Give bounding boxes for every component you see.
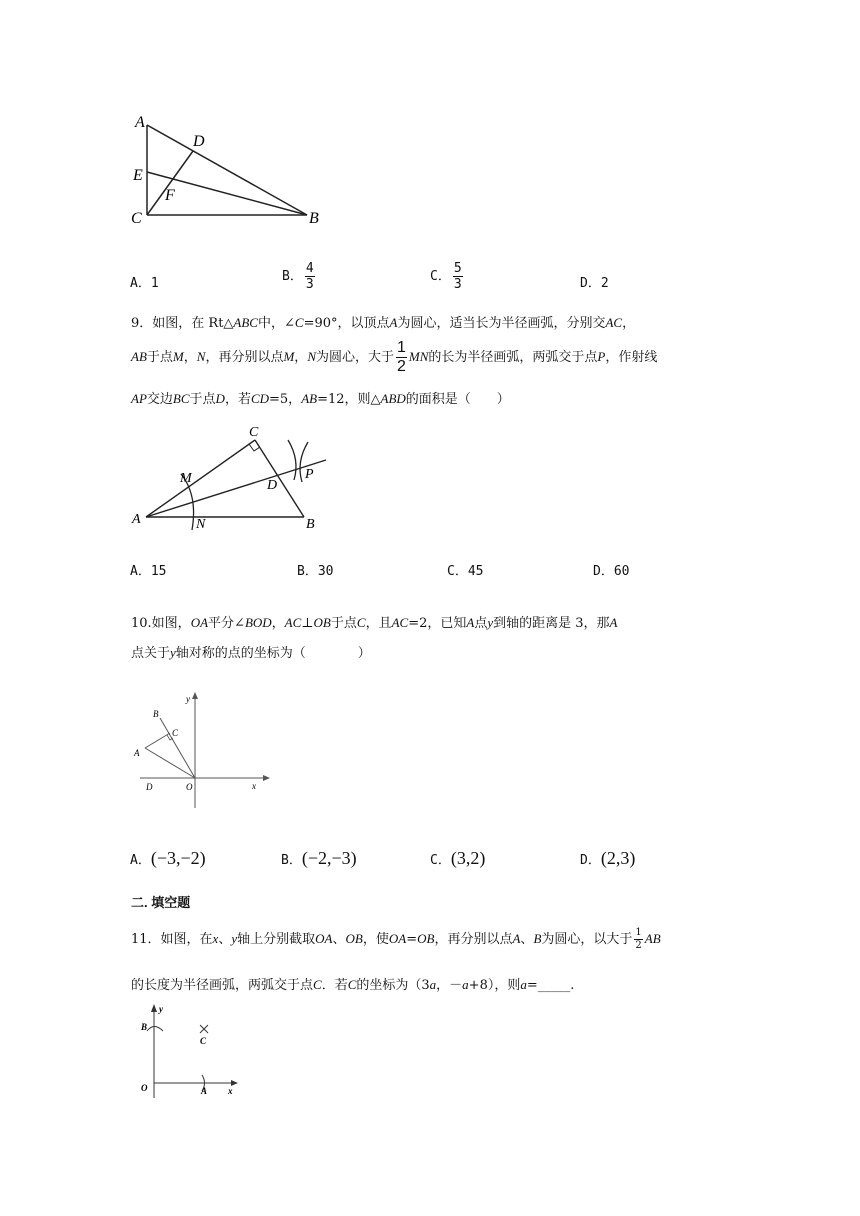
text: 为圆心，适当长为半径画弧，分别交 [397, 316, 606, 331]
numerator: 5 [453, 261, 462, 276]
text: =12，则△ [317, 392, 381, 407]
q11-coordinate-figure [136, 1000, 246, 1105]
option-letter: C． [430, 853, 451, 868]
q11-line-1 [131, 928, 661, 951]
math-var: C [313, 977, 322, 992]
option-letter: D． [580, 276, 601, 291]
q10-option-a [130, 848, 206, 869]
option-letter: C． [447, 564, 468, 579]
q10-label-D: D [146, 782, 153, 792]
option-letter: B． [297, 564, 318, 579]
q9-line-1 [131, 312, 635, 331]
q10-label-A: A [134, 748, 140, 758]
text: ，作射线 [605, 350, 658, 365]
denominator: 2 [397, 358, 406, 375]
text: ， [294, 350, 308, 365]
text: 9．如图，在 Rt△ [131, 316, 234, 331]
q8-label-D: D [193, 133, 205, 150]
perp-symbol: ⊥ [301, 616, 314, 631]
text: ．若 [321, 978, 348, 993]
math-var: N [307, 349, 316, 364]
option-value: 60 [613, 564, 630, 579]
fraction [305, 262, 315, 291]
q10-label-B: B [153, 709, 159, 719]
q10-label-x: x [252, 781, 256, 791]
math-var: D [215, 391, 225, 406]
q8-triangle-figure [125, 110, 335, 235]
math-var: A [512, 931, 521, 946]
text: 的面积是（ ） [405, 392, 510, 407]
option-letter: D． [593, 564, 614, 579]
math-var: A [389, 315, 398, 330]
q9-option-d [593, 560, 629, 579]
option-value: 45 [467, 564, 484, 579]
math-var: CD [250, 391, 270, 406]
text: =_____. [526, 978, 575, 993]
q11-label-B: B [141, 1022, 148, 1032]
option-letter: D． [580, 853, 601, 868]
option-value: (3,2) [450, 848, 486, 868]
text: 为圆心，大于 [315, 350, 394, 365]
numerator: 1 [397, 339, 406, 356]
text: 轴对称的点的坐标为（ ） [175, 646, 371, 661]
math-var: AB [644, 931, 661, 946]
text: 、 [218, 932, 232, 947]
q9-label-M: M [180, 471, 192, 486]
q9-label-N: N [196, 517, 206, 532]
q9-option-a [130, 560, 166, 579]
math-var: P [597, 349, 606, 364]
math-var: OA [388, 931, 407, 946]
text: ，若 [224, 392, 251, 407]
text: +8），则 [468, 978, 521, 993]
math-var: OA [190, 615, 209, 630]
q9-label-B: B [306, 517, 315, 532]
q8-option-d [580, 272, 609, 291]
math-var: OB [345, 931, 363, 946]
option-value: 1 [150, 276, 159, 291]
q10-label-C: C [172, 728, 179, 738]
q11-label-y: y [159, 1004, 163, 1014]
text: 的长度为半径画弧，两弧交于点 [131, 978, 314, 993]
math-var: C [356, 615, 366, 630]
math-var: OB [417, 931, 435, 946]
text: 的坐标为（3 [356, 978, 430, 993]
q9-line-2 [131, 340, 657, 375]
text: ， [271, 616, 285, 631]
denominator: 3 [453, 277, 462, 292]
math-var: AP [131, 391, 147, 406]
option-letter: C． [430, 269, 451, 284]
text: =2，已知 [408, 616, 467, 631]
math-var: y [487, 615, 494, 630]
text: ， [183, 350, 197, 365]
text: 平分∠ [208, 616, 245, 631]
q8-label-A: A [135, 114, 145, 131]
q9-angle-bisector-figure [128, 420, 338, 535]
math-var: y [231, 931, 238, 946]
q10-option-d [580, 848, 635, 869]
math-var: BOD [244, 615, 272, 630]
q11-label-x: x [228, 1086, 233, 1096]
text: 交边 [146, 392, 173, 407]
text: ，使 [362, 932, 389, 947]
text: 于点 [146, 350, 173, 365]
q8-label-E: E [133, 167, 143, 184]
q9-label-P: P [305, 467, 314, 482]
math-var: OA [315, 931, 333, 946]
q8-label-C: C [131, 210, 142, 227]
text: 10.如图， [131, 616, 191, 631]
math-var: x [212, 931, 219, 946]
q11-line-2 [131, 974, 574, 993]
q10-line-2 [131, 642, 371, 661]
option-value: 2 [600, 276, 609, 291]
math-var: A [466, 615, 475, 630]
denominator: 2 [635, 940, 642, 951]
denominator: 3 [305, 277, 314, 292]
option-letter: A． [130, 853, 151, 868]
option-letter: B． [281, 853, 302, 868]
math-var: C [347, 977, 357, 992]
text: =90°，以顶点 [303, 316, 390, 331]
option-value: 15 [150, 564, 167, 579]
math-var: A [609, 615, 618, 630]
math-var: y [170, 645, 176, 660]
math-var: MN [408, 349, 429, 364]
q11-label-A: A [201, 1086, 208, 1096]
math-var: AB [131, 349, 147, 364]
math-var: ABC [233, 315, 258, 330]
numerator: 4 [305, 261, 314, 276]
q10-coordinate-figure [130, 690, 275, 810]
text: 点关于 [131, 646, 171, 661]
text: ， [622, 316, 636, 331]
q9-option-b [297, 560, 333, 579]
text: 点 [474, 616, 488, 631]
text: ，－ [436, 978, 463, 993]
fraction [453, 262, 463, 291]
math-var: N [196, 349, 206, 364]
text: = [406, 932, 418, 947]
q9-option-c [447, 560, 483, 579]
q8-option-a [130, 272, 159, 291]
fraction-half [634, 928, 642, 951]
text: 到轴的距离是 3，那 [493, 616, 610, 631]
option-value: 30 [317, 564, 334, 579]
numerator: 1 [635, 927, 642, 938]
fraction-half [396, 340, 407, 375]
text: ，再分别以点 [205, 350, 284, 365]
q9-label-D: D [267, 478, 278, 493]
q10-label-O: O [186, 782, 193, 792]
math-var: AC [284, 615, 302, 630]
text: 中，∠ [257, 316, 295, 331]
q10-line-1 [131, 612, 617, 631]
q10-label-y: y [186, 694, 190, 704]
q11-label-C: C [200, 1036, 207, 1046]
q8-label-F: F [165, 187, 175, 204]
text: 于点 [189, 392, 216, 407]
text: ，且 [365, 616, 392, 631]
q10-option-b [281, 848, 357, 869]
q8-option-b [282, 262, 317, 291]
text: 轴上分别截取 [237, 932, 316, 947]
option-value: (−3,−2) [150, 848, 206, 868]
option-letter: A． [130, 564, 151, 579]
text: 于点 [330, 616, 357, 631]
math-var: AC [605, 315, 623, 330]
option-letter: B． [282, 269, 303, 284]
section-heading-fill-in: 二. 填空题 [131, 895, 191, 910]
text: =5， [269, 392, 302, 407]
text: 为圆心，以大于 [541, 932, 633, 947]
math-var: OB [313, 615, 331, 630]
math-var: AC [391, 615, 409, 630]
option-value: (−2,−3) [301, 848, 357, 868]
math-var: BC [172, 391, 190, 406]
q9-line-3 [131, 388, 510, 407]
text: 11．如图，在 [131, 932, 213, 947]
q11-label-O: O [141, 1083, 148, 1093]
q8-label-B: B [309, 210, 319, 227]
q9-label-A: A [132, 512, 141, 527]
math-var: M [283, 349, 295, 364]
q10-option-c [430, 848, 485, 869]
option-value: (2,3) [600, 848, 636, 868]
q8-option-c [430, 262, 465, 291]
option-letter: A． [130, 276, 151, 291]
math-var: M [172, 349, 184, 364]
math-var: a [520, 977, 527, 992]
q9-label-C: C [249, 425, 259, 440]
text: 的长为半径画弧，两弧交于点 [428, 350, 598, 365]
math-var: C [294, 315, 304, 330]
text: ，再分别以点 [434, 932, 513, 947]
math-var: ABD [380, 391, 406, 406]
math-var: a [429, 977, 437, 992]
text: 、 [520, 932, 534, 947]
math-var: a [462, 977, 469, 992]
math-var: AB [301, 391, 318, 406]
text: 、 [332, 932, 346, 947]
math-var: B [533, 931, 542, 946]
